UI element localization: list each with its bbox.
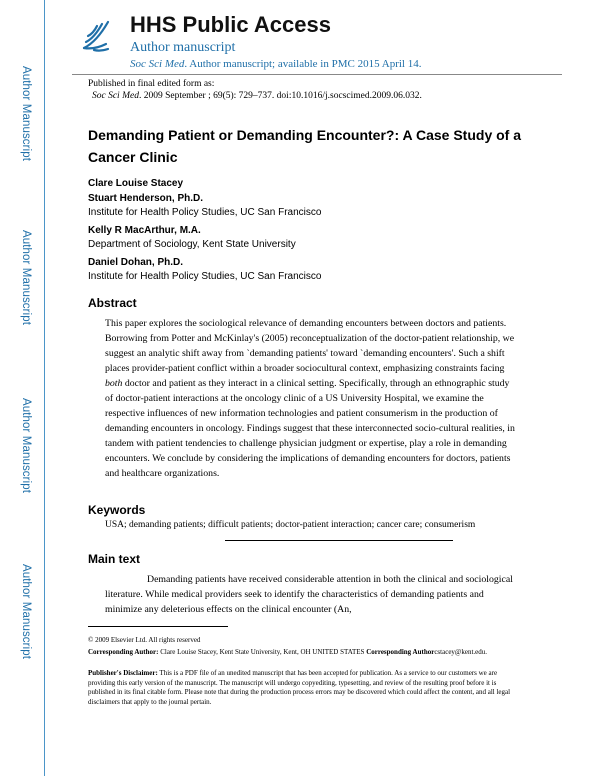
keywords-text: USA; demanding patients; difficult patients; doctor-patient interaction; cancer care; consumerism [105,520,476,530]
main-text-paragraph: Demanding patients have received considerable attention in both the clinical and sociological literature. While medical providers seek to identify the characteristics of demanding patients and minimize any deleterious effects on the clinical encounter (An, [105,574,513,615]
author-affiliation: Department of Sociology, Kent State University [88,239,296,250]
sidebar-label-author-manuscript: Author Manuscript [20,398,32,494]
footnote-divider [88,626,228,627]
disclaimer-text: This is a PDF file of an unedited manuscript that has been accepted for publication. As a service to our customers we are providing this early version of the manuscript. The manuscript will undergo copyediting, typesetting, and review of the resulting proof before it is published in its final citable form. Please note that during the production process errors may be discovered which could affect the content, and all legal disclaimers that apply to the journal pertain. [88,669,511,706]
availability-line [130,58,421,70]
sidebar-divider [44,0,45,776]
hhs-header [72,12,562,76]
hhs-title: HHS Public Access [130,12,331,37]
main-text-heading: Main text [88,552,141,566]
copyright-note: © 2009 Elsevier Ltd. All rights reserved [88,636,201,644]
sidebar-label-author-manuscript: Author Manuscript [20,66,32,162]
citation-journal: Soc Sci Med [92,91,139,101]
disclaimer-label: Publisher's Disclaimer: [88,669,158,677]
author-name: Daniel Dohan, Ph.D. [88,257,184,268]
author-name: Clare Louise Stacey [88,178,184,189]
abstract-text [105,316,517,481]
published-label: Published in final edited form as: [88,79,215,89]
paper-title: Demanding Patient or Demanding Encounter?: A Case Study of a Cancer Clinic [88,127,522,165]
abstract-part: This paper explores the sociological relevance of demanding encounters between doctors and patients. Borrowing from Potter and McKinlay's (2005) reconceptualization of the doctor-patient relationship, we suggest an analytic shift away from `demanding patients' toward `demanding encounters'. Such a shift places provider-patient conflict within a broader sociocultural context, emphasizing constraints facing [105,318,515,374]
corr-text: Clare Louise Stacey, Kent State University, Kent, OH UNITED STATES [158,648,367,656]
corresponding-author-note [88,648,518,658]
abstract-heading: Abstract [88,296,137,310]
publisher-disclaimer [88,669,518,707]
sidebar-label-author-manuscript: Author Manuscript [20,230,32,326]
corr-label: Corresponding Author: [88,648,159,656]
author-name: Kelly R MacArthur, M.A. [88,225,201,236]
header-divider [72,74,562,75]
author-name: Stuart Henderson, Ph.D. [88,193,204,204]
corr-email: cstacey@kent.edu. [434,648,488,656]
author-affiliation: Institute for Health Policy Studies, UC San Francisco [88,207,322,218]
author-affiliation: Institute for Health Policy Studies, UC San Francisco [88,271,322,282]
citation [92,91,422,101]
corr-label-2: Corresponding Author [366,648,435,656]
citation-details: . 2009 September ; 69(5): 729–737. doi:10.1016/j.socscimed.2009.06.032. [138,91,422,101]
keywords-divider [225,540,453,541]
manuscript-type: Author manuscript [130,40,236,55]
keywords-heading: Keywords [88,503,146,517]
availability-text: . Author manuscript; available in PMC 2015 April 14. [184,58,422,70]
hhs-eagle-logo-icon [80,18,112,54]
abstract-emphasis: both [105,378,123,389]
journal-name: Soc Sci Med [130,58,185,70]
abstract-part: doctor and patient as they interact in a clinical setting. Specifically, through an ethnographic study of doctor-patient interactions at the oncology clinic of a US University Hospital, we examine the respective influences of new information technologies and patient consumerism in the production of demanding encounters in oncology. Findings suggest that these interconnected socio-cultural realities, in tandem with patient tendencies to challenge physician judgment or expertise, play a role in demanding encounters. We conclude by considering the implications of demanding encounters for doctors, patients and healthcare organizations. [105,378,515,479]
sidebar-label-author-manuscript: Author Manuscript [20,564,32,660]
